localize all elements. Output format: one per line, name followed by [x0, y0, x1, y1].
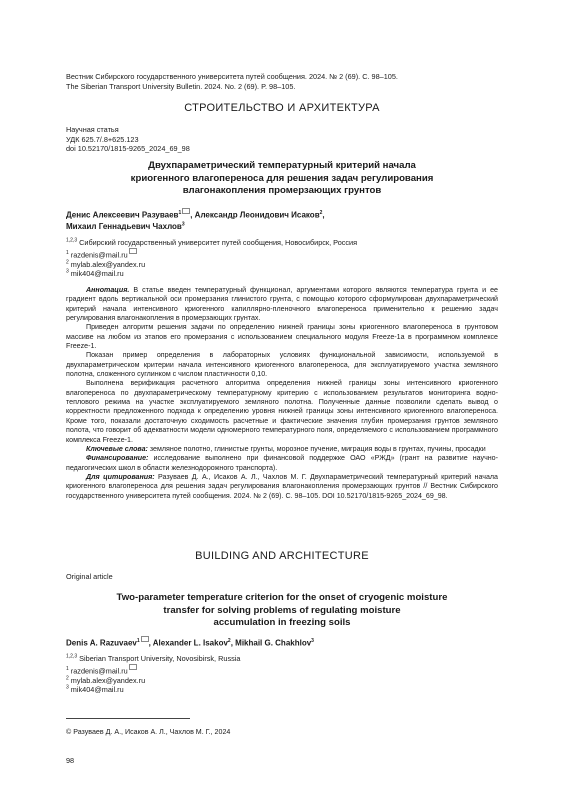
envelope-icon	[141, 636, 149, 642]
abstract-text: В статье введен температурный функционал, аргументами которого являются температура грунта и ее градиент вдоль вертикальной оси промерзания глинистого грунта, с помощью которого сформулирован двухпараметрический критерий начала интенсивного криогенного капиллярно-пленочного влагопереноса применительно к решению задач регулирования влагонакопления в промерзающих грунтах.	[66, 286, 498, 323]
title-line: криогенного влагопереноса для решения задач регулирования	[130, 172, 434, 184]
article-title-en	[66, 592, 498, 630]
author-sup: 2	[227, 638, 231, 644]
citation-text: Разуваев Д. А., Исаков А. Л., Чахлов М. Г. Двухпараметрический температурный критерий начала криогенного влагопереноса для решения задач регулирования влагонакопления промерзающих грунтов // Вестник Сибирского государственного университета путей сообщения. 2024. № 2 (69). С. 98–105. DOI 10.52170/1815-9265_2024_69_98.	[66, 472, 498, 500]
journal-line-ru: Вестник Сибирского государственного университета путей сообщения. 2024. № 2 (69). С. 98–105.	[66, 72, 398, 81]
email-sup: 1	[66, 249, 69, 256]
abstract-label: Аннотация.	[86, 286, 130, 294]
section-heading-ru: СТРОИТЕЛЬСТВО И АРХИТЕКТУРА	[184, 102, 380, 114]
title-line: transfer for solving problems of regulating moisture	[163, 604, 401, 616]
email-sup: 3	[66, 268, 69, 275]
affiliations-ru	[66, 238, 498, 279]
affil-sup: 1,2,3	[66, 653, 78, 660]
author-name: Денис Алексеевич Разуваев	[66, 210, 179, 220]
keywords-text: земляное полотно, глинистые грунты, морозное пучение, миграция воды в грунтах, пучины, просадки	[147, 444, 486, 453]
authors-en	[66, 636, 498, 649]
citation	[66, 473, 498, 501]
email-sup: 3	[66, 684, 69, 691]
author-name: , Alexander L. Isakov	[148, 638, 228, 648]
keywords-label: Ключевые слова:	[86, 444, 148, 453]
author-sup: 1	[136, 638, 140, 644]
title-line: Two-parameter temperature criterion for the onset of cryogenic moisture	[116, 592, 448, 603]
funding-text: исследование выполнено при финансовой поддержке ОАО «РЖД» (грант на развитие научно-педагогических школ в области железнодорожного транспорта).	[66, 454, 498, 472]
section-heading-en: BUILDING AND ARCHITECTURE	[195, 550, 369, 562]
affil-sup: 1,2,3	[66, 237, 78, 244]
email-link[interactable]: mylab.alex@yandex.ru	[68, 259, 146, 269]
udk-code: УДК 625.7/.8+625.123	[66, 134, 139, 144]
abstract-paragraph: Выполнена верификация расчетного алгоритма определения нижней границы зоны интенсивного криогенного влагопереноса по двухпараметрическому температурному критерию с использованием результатов мониторинга водно-теплового режима на участке эксплуатируемого земляного полотна. Полученные данные позволили сделать вывод о корректности предложенного подхода к определению уровня нижней границы зоны интенсивного криогенного влагопереноса. Кроме того, показали достаточную сходимость расчетные и фактические значения глубин промерзания грунтов земляного полота, что говорит об адекватности модели одномерного температурного поля, определяемого с использованием программного комплекса Freeze-1.	[66, 379, 498, 444]
title-line: влагонакопления промерзающих грунтов	[182, 185, 382, 196]
journal-line-en: The Siberian Transport University Bulletin. 2024. No. 2 (69). P. 98–105.	[66, 82, 296, 91]
email-link[interactable]: razdenis@mail.ru	[68, 250, 128, 260]
page-number: 98	[66, 756, 75, 765]
email-link[interactable]: mik404@mail.ru	[68, 685, 124, 695]
title-line: accumulation in freezing soils	[213, 617, 351, 628]
email-sup: 2	[66, 675, 69, 682]
author-name: Denis A. Razuvaev	[66, 638, 137, 648]
author-sup: 3	[311, 638, 314, 644]
title-line: Двухпараметрический температурный критерий начала	[148, 160, 416, 171]
article-type: Научная статья	[66, 125, 119, 134]
email-sup: 2	[66, 259, 69, 266]
copyright-notice: © Разуваев Д. А., Исаков А. Л., Чахлов М. Г., 2024	[66, 728, 231, 736]
abstract-paragraph: Приведен алгоритм решения задачи по определению нижней границы зоны криогенного влагопереноса в грунтовом массиве на любом из этапов его промерзания с использованием специального модуля Freeze-1a в программном комплексе Freeze-1.	[66, 323, 498, 351]
author-name: , Александр Леонидович Исаков	[190, 210, 320, 220]
author-sup: 2	[319, 210, 323, 216]
email-link[interactable]: mik404@mail.ru	[68, 269, 124, 279]
abstract-paragraph: Показан пример определения в лабораторных условиях функциональной зависимости, используемой в двухпараметрическом критерии начала интенсивного криогенного влагопереноса, для эксплуатируемого участка земляного полотна, сложенного суглинком с числом пластичности 0,10.	[66, 351, 498, 379]
affiliation-org: Siberian Transport University, Novosibirsk, Russia	[77, 654, 241, 663]
envelope-icon	[129, 248, 137, 254]
funding	[66, 454, 498, 473]
funding-label: Финансирование:	[86, 454, 149, 463]
author-sup: 1	[178, 210, 182, 216]
article-meta	[66, 125, 498, 154]
citation-label: Для цитирования:	[86, 472, 155, 481]
email-sup: 1	[66, 665, 69, 672]
email-link[interactable]: razdenis@mail.ru	[68, 666, 128, 676]
doi-link[interactable]: doi 10.52170/1815-9265_2024_69_98	[66, 144, 190, 153]
email-link[interactable]: mylab.alex@yandex.ru	[68, 675, 146, 685]
article-title-ru	[66, 160, 498, 198]
author-name: Михаил Геннадьевич Чахлов	[66, 221, 182, 231]
footnote-divider	[66, 718, 190, 719]
affiliation-org: Сибирский государственный университет путей сообщения, Новосибирск, Россия	[77, 238, 358, 247]
abstract-paragraph	[66, 286, 498, 323]
affiliations-en	[66, 654, 498, 695]
article-type-en: Original article	[66, 572, 113, 581]
author-sup: 3	[181, 221, 185, 227]
abstract-block	[66, 286, 498, 501]
authors-ru: Денис Алексеевич Разуваев$^1$ , Александр Леонидович Исаков$^2$, Михаил Геннадьевич Чахлов$^3$	[66, 210, 325, 231]
envelope-icon	[182, 208, 190, 214]
keywords	[66, 445, 498, 454]
envelope-icon	[129, 664, 137, 670]
author-name: , Mikhail G. Chakhlov	[230, 638, 312, 648]
journal-header	[66, 72, 498, 92]
